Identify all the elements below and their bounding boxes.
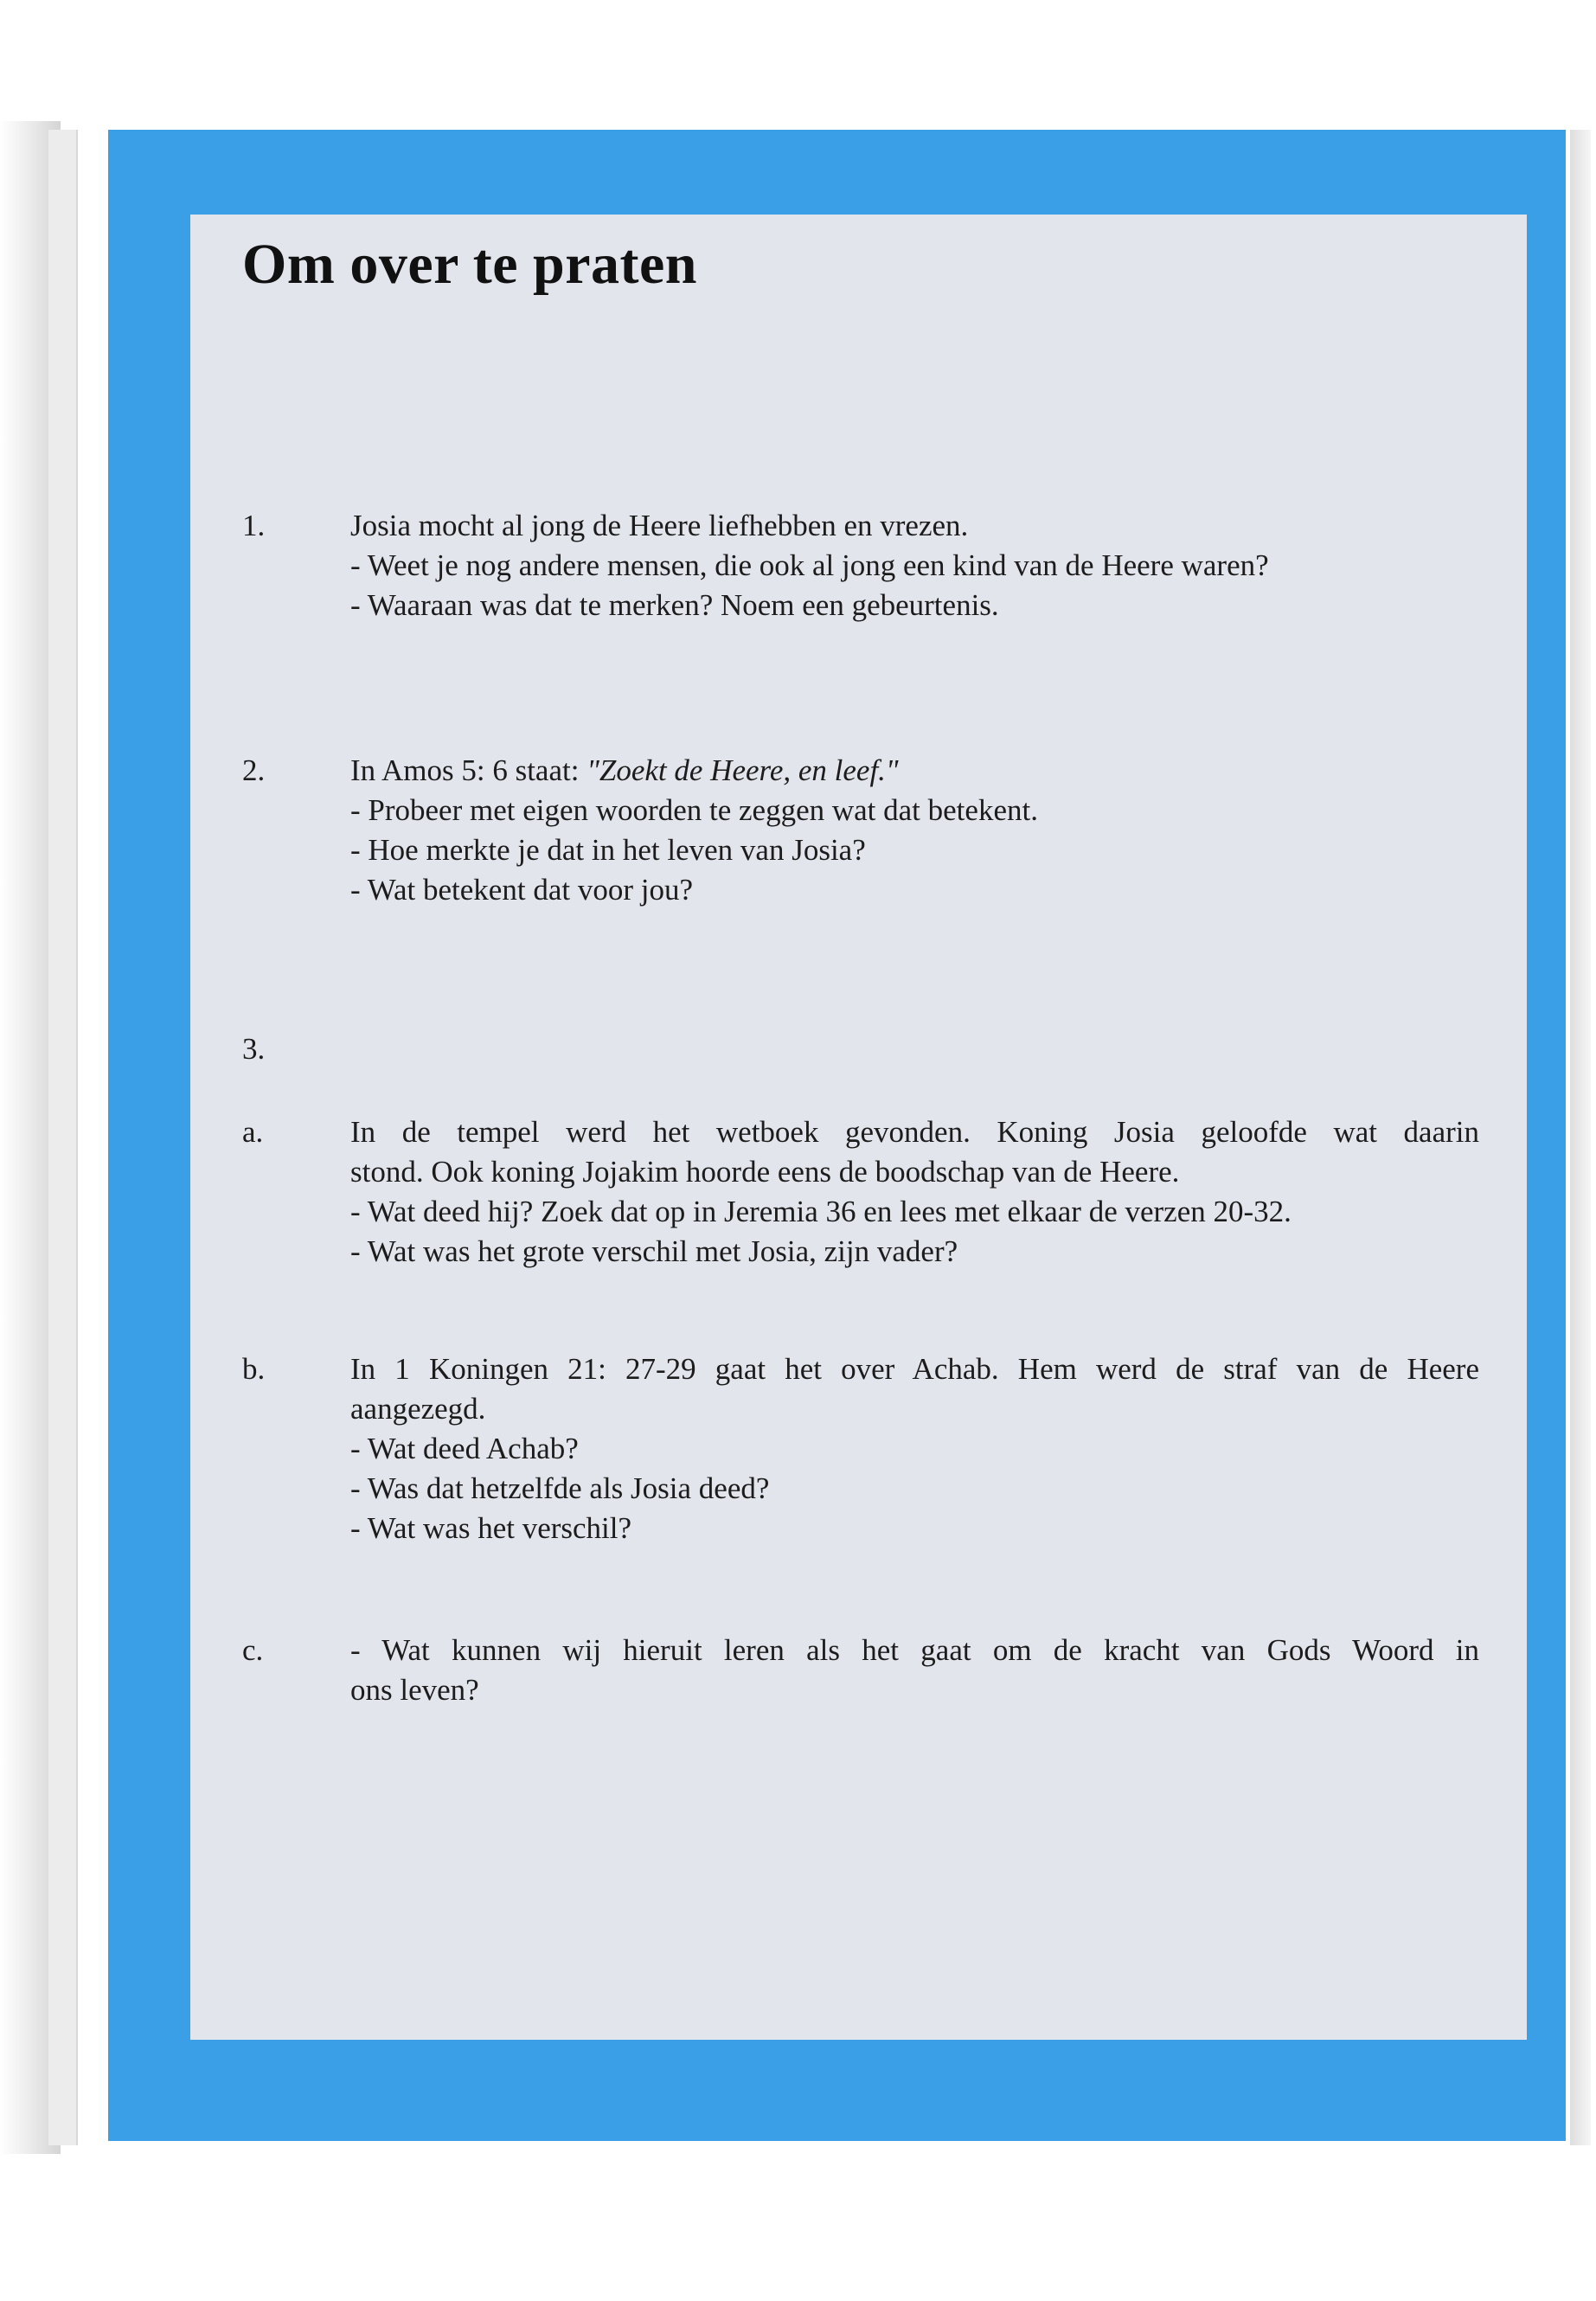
item-body bbox=[350, 1349, 1479, 1548]
item-line: - Probeer met eigen woorden te zeggen wat dat betekent. bbox=[350, 793, 1038, 827]
item-line: Josia mocht al jong de Heere liefhebben en vrezen. bbox=[350, 509, 969, 542]
item-line: - Hoe merkte je dat in het leven van Josia? bbox=[350, 833, 866, 867]
bible-quote: "Zoekt de Heere, en leef." bbox=[586, 753, 899, 787]
item-line bbox=[350, 751, 1479, 791]
item-intro: In Amos 5: 6 staat: bbox=[350, 753, 587, 787]
item-body bbox=[350, 1112, 1479, 1272]
item-number: 2. bbox=[242, 753, 266, 787]
page-edge bbox=[48, 130, 78, 2145]
item-line: ons leven? bbox=[350, 1673, 479, 1707]
item-line: - Wat was het verschil? bbox=[350, 1511, 632, 1545]
item-number: 3. bbox=[242, 1032, 266, 1066]
item-body bbox=[350, 751, 1479, 910]
page-title: Om over te praten bbox=[242, 233, 697, 296]
item-line: - Was dat hetzelfde als Josia deed? bbox=[350, 1471, 770, 1505]
item-body bbox=[350, 506, 1479, 625]
item-line: stond. Ook koning Jojakim hoorde eens de boodschap van de Heere. bbox=[350, 1155, 1180, 1189]
item-number: b. bbox=[242, 1352, 266, 1386]
item-line: - Wat was het grote verschil met Josia, zijn vader? bbox=[350, 1234, 958, 1268]
item-line: - Wat deed hij? Zoek dat op in Jeremia 36 en lees met elkaar de verzen 20-32. bbox=[350, 1195, 1292, 1228]
item-body bbox=[350, 1631, 1479, 1710]
item-number: c. bbox=[242, 1633, 264, 1667]
item-line: aangezegd. bbox=[350, 1392, 486, 1426]
item-number: 1. bbox=[242, 509, 266, 542]
item-line: - Wat kunnen wij hieruit leren als het gaat om de kracht van Gods Woord in bbox=[350, 1633, 1479, 1667]
item-line: - Weet je nog andere mensen, die ook al jong een kind van de Heere waren? bbox=[350, 548, 1269, 582]
page-edge-right bbox=[1570, 130, 1591, 2145]
item-line: - Wat deed Achab? bbox=[350, 1432, 579, 1465]
item-line: In 1 Koningen 21: 27-29 gaat het over Achab. Hem werd de straf van de Heere bbox=[350, 1352, 1479, 1386]
item-line: - Wat betekent dat voor jou? bbox=[350, 873, 693, 907]
item-line: - Waaraan was dat te merken? Noem een gebeurtenis. bbox=[350, 588, 999, 622]
item-line: In de tempel werd het wetboek gevonden. Koning Josia geloofde wat daarin bbox=[350, 1115, 1479, 1149]
item-number: a. bbox=[242, 1115, 264, 1149]
